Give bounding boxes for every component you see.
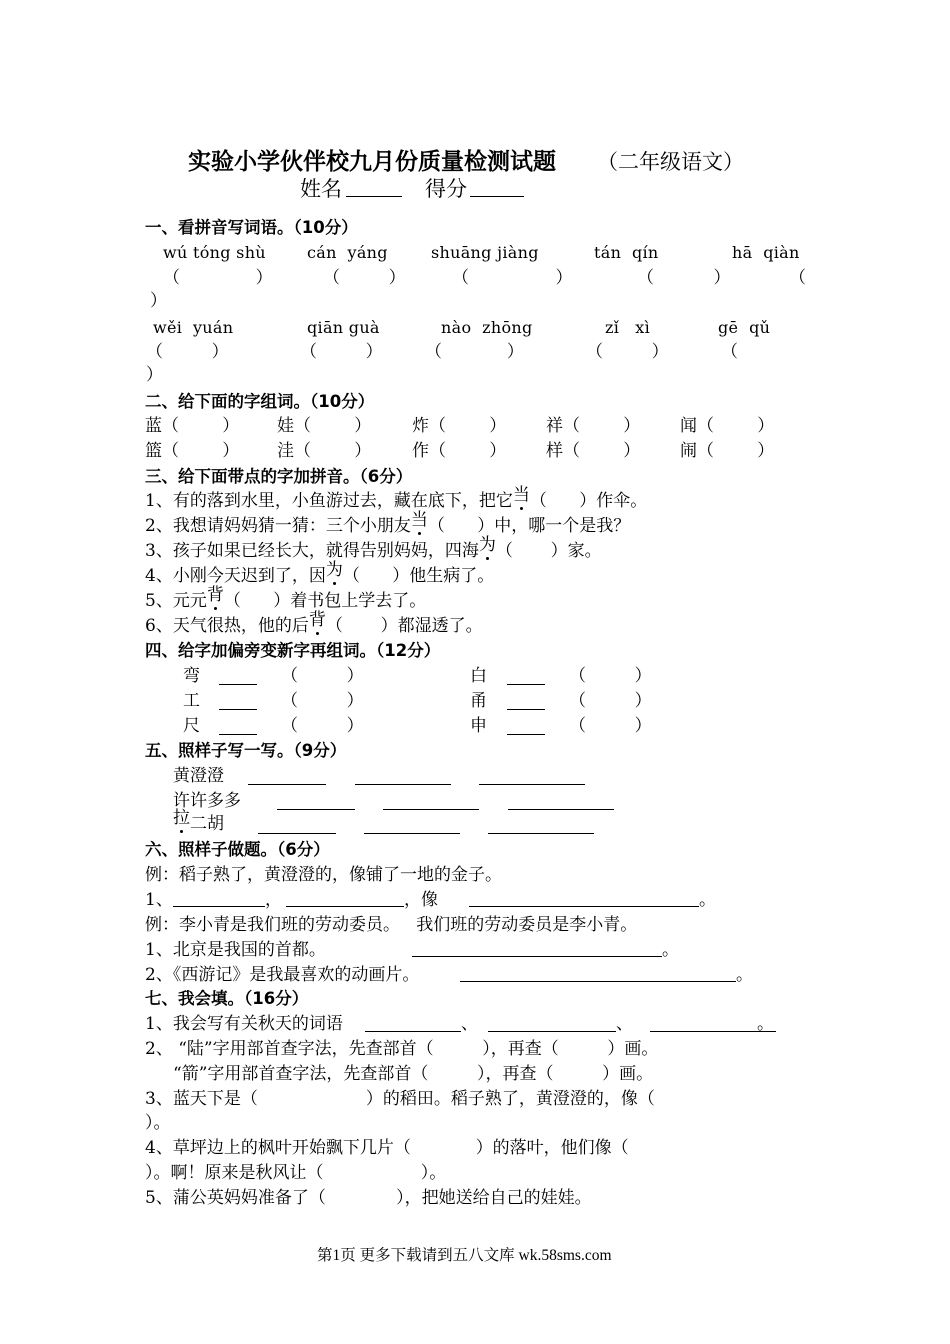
- dotted-char: 背: [206, 585, 224, 605]
- question-line: 1、北京是我国的首都。: [145, 940, 326, 960]
- base-char: 工: [183, 691, 200, 711]
- blank[interactable]: [286, 906, 404, 907]
- char-item: 蓝（ ）: [145, 416, 240, 436]
- example-sentence: 例：李小青是我们班的劳动委员。 我们班的劳动委员是李小青。: [145, 915, 638, 935]
- score-field[interactable]: [470, 196, 524, 197]
- blank[interactable]: [277, 809, 355, 810]
- base-char: 白: [470, 666, 487, 686]
- char-item: 样（ ）: [546, 441, 641, 461]
- answer-paren[interactable]: （ ）: [569, 666, 652, 686]
- blank[interactable]: [479, 784, 585, 785]
- char-item: 祥（ ）: [546, 416, 641, 436]
- answer-paren[interactable]: （ ）: [281, 666, 364, 686]
- dotted-char: 为: [478, 535, 496, 555]
- page-title: 实验小学伙伴校九月份质量检测试题: [188, 149, 556, 175]
- question-line: 3、孩子如果已经长大，就得告别妈妈，四海为（ ）家。: [145, 535, 602, 561]
- char-item: 篮（ ）: [145, 441, 240, 461]
- section-5-heading: 五、照样子写一写。（9分）: [145, 741, 347, 760]
- question-line: 3、蓝天下是（ ）的稻田。稻子熟了，黄澄澄的，像（: [145, 1089, 655, 1109]
- punct: ，像: [404, 890, 438, 910]
- base-char: 申: [470, 716, 487, 736]
- dotted-char: 背: [308, 610, 326, 630]
- question-line: 4、草坪边上的枫叶开始飘下几片（ ）的落叶，他们像（: [145, 1138, 629, 1158]
- answer-paren[interactable]: （ ）: [281, 691, 364, 711]
- dotted-char: 当: [410, 510, 428, 530]
- page-footer: 第1页 更多下载请到五八文库 wk.58sms.com: [317, 1247, 612, 1264]
- question-line: 2、我想请妈妈猜一猜：三个小朋友当（ ）中，哪一个是我？: [145, 510, 631, 536]
- question-line: ）。: [145, 1113, 171, 1133]
- example-word: 黄澄澄: [173, 766, 224, 786]
- question-line: 5、元元背（ ）着书包上学去了。: [145, 585, 427, 611]
- answer-paren[interactable]: （ ）: [569, 716, 652, 736]
- answer-paren[interactable]: （ ）: [323, 268, 406, 288]
- section-6-heading: 六、照样子做题。（6分）: [145, 840, 330, 859]
- section-1-heading: 一、看拼音写词语。（10分）: [145, 218, 358, 237]
- answer-paren[interactable]: （ ）: [146, 342, 229, 362]
- example-word: 拉二胡: [173, 808, 224, 834]
- blank[interactable]: [488, 1031, 616, 1032]
- answer-paren[interactable]: （ ）: [163, 268, 273, 288]
- blank[interactable]: [219, 684, 257, 685]
- punct: 、: [616, 1014, 633, 1034]
- pinyin-item: shuāng jiàng: [431, 243, 539, 262]
- blank[interactable]: [219, 709, 257, 710]
- pinyin-item: gē qǔ: [718, 318, 771, 337]
- char-item: 闹（ ）: [680, 441, 775, 461]
- answer-paren[interactable]: （ ）: [300, 342, 383, 362]
- question-line: 2、《西游记》是我最喜欢的动画片。: [145, 965, 420, 985]
- answer-paren[interactable]: （ ）: [637, 268, 731, 288]
- answer-paren[interactable]: （ ）: [281, 716, 364, 736]
- blank[interactable]: [365, 1031, 461, 1032]
- answer-paren-close: ）: [146, 365, 163, 385]
- pinyin-item: cán yáng: [307, 243, 388, 262]
- blank[interactable]: [173, 906, 265, 907]
- blank[interactable]: [412, 956, 662, 957]
- score-label: 得分: [425, 177, 467, 201]
- question-line: 6、天气很热，他的后背（ ）都湿透了。: [145, 610, 483, 636]
- answer-paren-close: ）: [150, 291, 167, 311]
- char-item: 炸（ ）: [412, 416, 507, 436]
- question-line: 4、小刚今天迟到了，因为（ ）他生病了。: [145, 560, 495, 586]
- char-item: 闻（ ）: [680, 416, 775, 436]
- blank[interactable]: [488, 833, 594, 834]
- pinyin-item: hā qiàn: [732, 243, 800, 262]
- section-2-heading: 二、给下面的字组词。（10分）: [145, 392, 375, 411]
- char-item: 作（ ）: [412, 441, 507, 461]
- blank[interactable]: [507, 709, 545, 710]
- blank[interactable]: [507, 734, 545, 735]
- section-4-heading: 四、给字加偏旁变新字再组词。（12分）: [145, 641, 441, 660]
- answer-paren[interactable]: （ ）: [452, 268, 573, 288]
- pinyin-item: wěi yuán: [153, 318, 234, 337]
- blank[interactable]: [219, 734, 257, 735]
- base-char: 尺: [183, 716, 200, 736]
- pinyin-item: nào zhōng: [441, 318, 533, 337]
- section-3-heading: 三、给下面带点的字加拼音。（6分）: [145, 467, 413, 486]
- example-sentence: 例：稻子熟了，黄澄澄的，像铺了一地的金子。: [145, 865, 502, 885]
- blank[interactable]: [508, 809, 614, 810]
- page-subtitle: （二年级语文）: [597, 150, 744, 174]
- blank[interactable]: [383, 809, 479, 810]
- answer-paren[interactable]: （: [789, 268, 806, 288]
- blank[interactable]: [469, 906, 699, 907]
- punct: 。: [699, 890, 716, 910]
- punct: 。: [757, 1014, 774, 1034]
- question-line: 1、我会写有关秋天的词语: [145, 1014, 343, 1034]
- blank[interactable]: [258, 833, 336, 834]
- question-line: 2、 “陆”字用部首查字法，先查部首（ ），再查（ ）画。: [145, 1039, 659, 1059]
- char-item: 洼（ ）: [277, 441, 372, 461]
- blank[interactable]: [460, 981, 736, 982]
- char-item: 娃（ ）: [277, 416, 372, 436]
- question-line: 1、有的落到水里，小鱼游过去，藏在底下，把它当（ ）作伞。: [145, 485, 648, 511]
- question-line: ）。啊！原来是秋风让（ ）。: [145, 1163, 447, 1183]
- blank[interactable]: [355, 784, 451, 785]
- pinyin-item: tán qín: [594, 243, 659, 262]
- answer-paren[interactable]: （ ）: [586, 342, 669, 362]
- name-label: 姓名: [300, 177, 342, 201]
- question-line: 5、蒲公英妈妈准备了（ ），把她送给自己的娃娃。: [145, 1188, 592, 1208]
- blank[interactable]: [507, 684, 545, 685]
- punct: ，: [265, 890, 282, 910]
- answer-paren[interactable]: （ ）: [569, 691, 652, 711]
- pinyin-item: qiān guà: [307, 318, 380, 337]
- q-num: 1、: [145, 890, 173, 910]
- answer-paren[interactable]: （: [721, 342, 738, 362]
- blank[interactable]: [364, 833, 460, 834]
- punct: 。: [736, 965, 753, 985]
- punct: 、: [461, 1014, 478, 1034]
- base-char: 甬: [470, 691, 487, 711]
- section-7-heading: 七、我会填。（16分）: [145, 989, 309, 1008]
- question-line: “箭”字用部首查字法，先查部首（ ），再查（ ）画。: [173, 1064, 654, 1084]
- base-char: 弯: [183, 666, 200, 686]
- punct: 。: [662, 940, 679, 960]
- name-field[interactable]: [346, 196, 402, 197]
- example-word: 许许多多: [173, 791, 241, 811]
- blank[interactable]: [248, 784, 326, 785]
- dotted-char: 当: [512, 485, 530, 505]
- dotted-char: 为: [325, 560, 343, 580]
- pinyin-item: zǐ xì: [605, 318, 651, 337]
- answer-paren[interactable]: （ ）: [425, 342, 524, 362]
- pinyin-item: wú tóng shù: [163, 243, 266, 262]
